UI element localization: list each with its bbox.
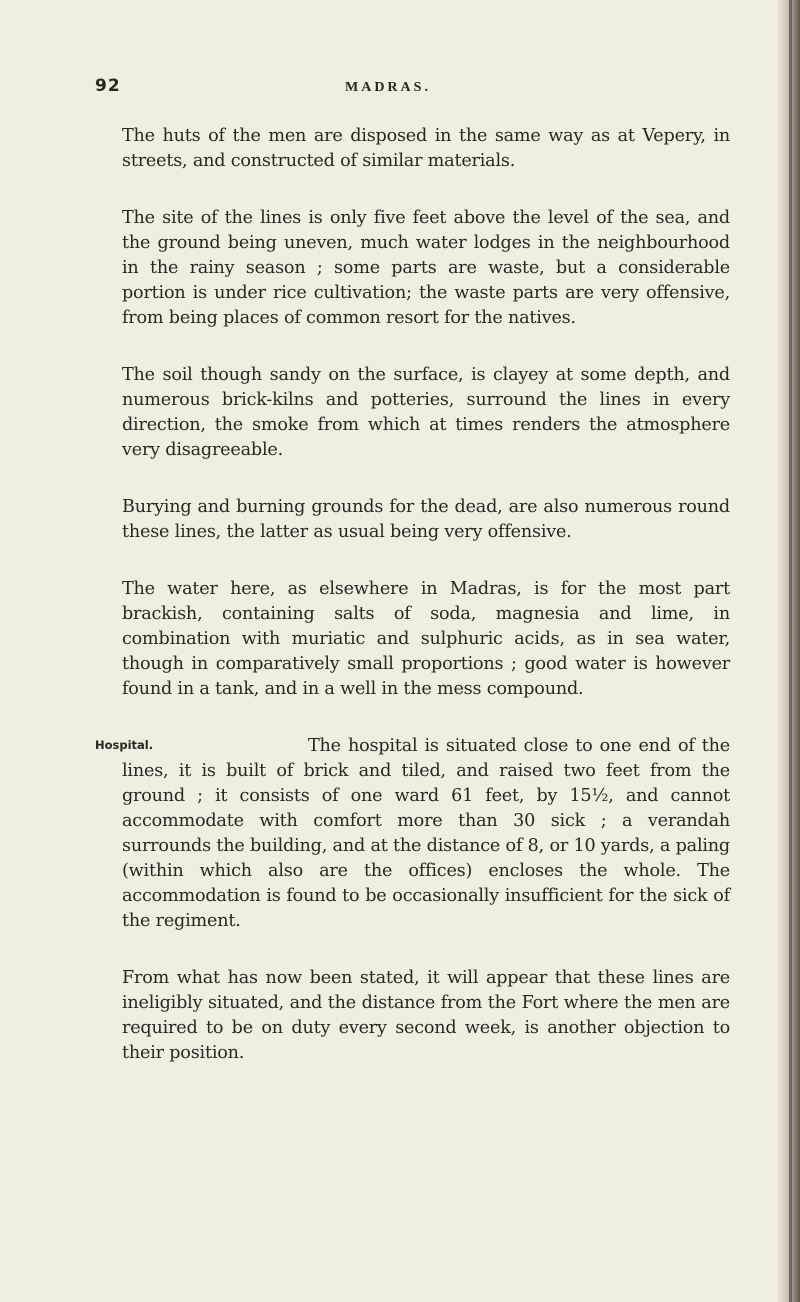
body-text xyxy=(95,124,730,1098)
page-binding-line xyxy=(789,0,792,1302)
page-number: 92 xyxy=(95,76,121,96)
paragraph-burying: Burying and burning grounds for the dead, are also numerous round these lines, the latter as usual being very offensive. xyxy=(122,497,730,542)
paragraph-conclusion: From what has now been stated, it will appear that these lines are ineligibly situated, and the distance from the Fort where the men are required to be on duty every second week, is another objection to their position. xyxy=(122,968,730,1063)
paragraph-site: The site of the lines is only five feet above the level of the sea, and the ground being uneven, much water lodges in the neighbourhood in the rainy season ; some parts are waste, but a considerable portion is under rice cultivation; the waste parts are very offensive, from being places of common resort for the natives. xyxy=(122,208,730,328)
running-head: MADRAS. xyxy=(345,80,431,95)
paragraph-hospital: The hospital is situated close to one end of the lines, it is built of brick and tiled, and raised two feet from the ground ; it consists of one ward 61 feet, by 15½, and cannot accommodate with comfort more than 30 sick ; a verandah surrounds the building, and at the distance of 8, or 10 yards, a paling (within which also are the offices) encloses the whole. The accommodation is found to be occasionally insufficient for the sick of the regiment. xyxy=(122,736,730,931)
hospital-section xyxy=(95,734,730,934)
side-note-hospital: Hospital. xyxy=(95,738,154,752)
paragraph-water: The water here, as elsewhere in Madras, is for the most part brackish, containing salts of soda, magnesia and lime, in combination with muriatic and sulphuric acids, as in sea water, though in comparatively small proportions ; good water is however found in a tank, and in a well in the mess compound. xyxy=(122,579,730,699)
paragraph-huts: The huts of the men are disposed in the same way as at Vepery, in streets, and constructed of similar materials. xyxy=(122,126,730,171)
paragraph-soil: The soil though sandy on the surface, is clayey at some depth, and numerous brick-kilns and potteries, surround the lines in every direction, the smoke from which at times renders the atmosphere very disagreeable. xyxy=(122,365,730,460)
page-header xyxy=(95,76,735,106)
